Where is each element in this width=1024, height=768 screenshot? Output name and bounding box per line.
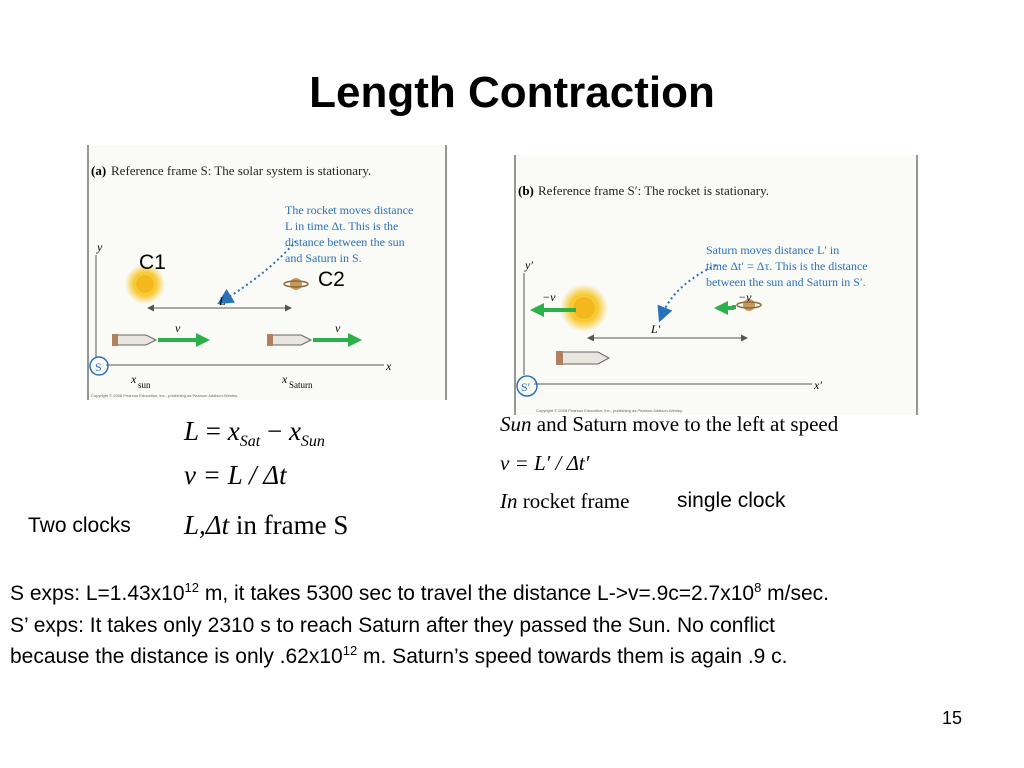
two-clocks-label: Two clocks [28, 514, 131, 537]
figure-a-axis-x-label: x [386, 359, 392, 373]
eq3-vars: L,Δt [184, 510, 230, 540]
single-clock-label: single clock [677, 489, 786, 512]
rocket-icon [112, 334, 156, 346]
right-line-2 [500, 451, 589, 476]
figure-b-note [706, 243, 868, 289]
figure-a-axis-y-label: y [97, 240, 103, 254]
arrow-icon [158, 333, 210, 347]
eq3-text: in frame S [229, 510, 349, 540]
figure-a-note-pointer [224, 241, 296, 300]
eq1-sub-sat: Sat [239, 433, 261, 450]
figure-a-x-sun-sub: sun [138, 380, 151, 390]
figure-a-caption: Reference frame S: The solar system is stationary. [111, 163, 372, 178]
figure-a-x-saturn-sub: Saturn [289, 380, 313, 390]
figure-b [514, 155, 919, 415]
eq1-sub-sun: Sun [300, 433, 325, 450]
figure-b-velocity-label: −v [738, 290, 752, 304]
figure-b-velocity-label: −v [542, 290, 556, 304]
rocket-icon [267, 334, 311, 346]
body-line-1-b: m, it takes 5300 sec to travel the distance L->v=.9c=2.7x10 [199, 582, 755, 605]
figure-a-distance-label: L [219, 294, 226, 308]
body-text [10, 578, 1020, 673]
figure-b-axis-x-label: x′ [814, 378, 822, 392]
figure-a-velocity-label: v [335, 321, 341, 335]
figure-a-note-line: distance between the sun [285, 235, 405, 249]
figure-b-caption: Reference frame S′: The rocket is stationary. [538, 183, 769, 198]
body-line-1 [10, 578, 1020, 610]
figure-a-x-saturn: x [282, 372, 288, 386]
figure-b-origin-label: S′ [521, 380, 531, 394]
figure-a-copyright: Copyright © 2008 Pearson Education, Inc., publishing as Pearson Addison-Wesley. [91, 393, 238, 398]
right-line-3-italic: In [500, 489, 518, 513]
right-line-3-text: rocket frame [517, 489, 630, 513]
rocket-icon [556, 351, 609, 365]
right-line-1-italic: Sun [500, 412, 532, 436]
figure-a-note-line: and Saturn in S. [285, 251, 362, 265]
right-line-1 [500, 412, 838, 437]
body-line-1-a: S exps: L=1.43x10 [10, 582, 185, 605]
eq1-x-sun: x [288, 416, 301, 446]
body-line-1-sup1: 12 [184, 580, 200, 595]
figure-b-note-line: Saturn moves distance L′ in [706, 243, 840, 257]
figure-b-axis-y-label: y′ [525, 258, 533, 272]
figure-a-x-sun: x [131, 372, 137, 386]
equation-length [184, 416, 325, 451]
clock-label-c2: C2 [318, 268, 345, 291]
slide-title: Length Contraction [309, 68, 715, 117]
equation-frame-s [184, 510, 348, 541]
eq1-x-sat: x [227, 416, 240, 446]
right-line-2-eq: v = L′ / Δt′ [500, 451, 590, 475]
arrow-icon [313, 333, 362, 347]
body-line-3-b: m. Saturn’s speed towards them is again .9 c. [357, 645, 788, 668]
eq1-minus: − [260, 416, 289, 446]
right-line-1-text: and Saturn move to the left at speed [531, 412, 839, 436]
body-line-3-a: because the distance is only .62x10 [10, 645, 343, 668]
figure-a-note [285, 203, 413, 265]
figure-b-caption-tag: (b) [518, 183, 534, 198]
arrow-icon [714, 301, 736, 315]
eq1-equals: = [199, 416, 228, 446]
body-line-1-c: m/sec. [761, 582, 830, 605]
figure-a-note-line: L in time Δt. This is the [285, 219, 399, 233]
eq1-l: L [184, 416, 200, 446]
body-line-3-sup: 12 [342, 643, 358, 658]
figure-a-caption-tag: (a) [91, 163, 107, 178]
figure-a-velocity-label: v [175, 321, 181, 335]
right-line-3 [500, 489, 629, 514]
figure-b-note-line: between the sun and Saturn in S′. [706, 275, 866, 289]
figure-a-note-line: The rocket moves distance [285, 203, 414, 217]
page-number: 15 [942, 708, 963, 728]
figure-b-copyright: Copyright © 2008 Pearson Education, Inc., publishing as Pearson Addison-Wesley. [536, 408, 683, 413]
equation-velocity: v = L / Δt [184, 460, 287, 490]
body-line-2: S’ exps: It takes only 2310 s to reach Saturn after they passed the Sun. No conflict [10, 613, 775, 637]
body-line-3 [10, 641, 1020, 673]
clock-label-c1: C1 [139, 251, 166, 274]
figure-b-note-line: time Δt′ = Δτ. This is the distance [706, 259, 868, 273]
figure-b-distance-label: L′ [651, 322, 661, 336]
figure-b-diagram [514, 155, 919, 415]
saturn-icon [284, 278, 308, 290]
body-line-1-sup2: 8 [754, 580, 762, 595]
figure-a-origin-label: S [95, 360, 102, 374]
